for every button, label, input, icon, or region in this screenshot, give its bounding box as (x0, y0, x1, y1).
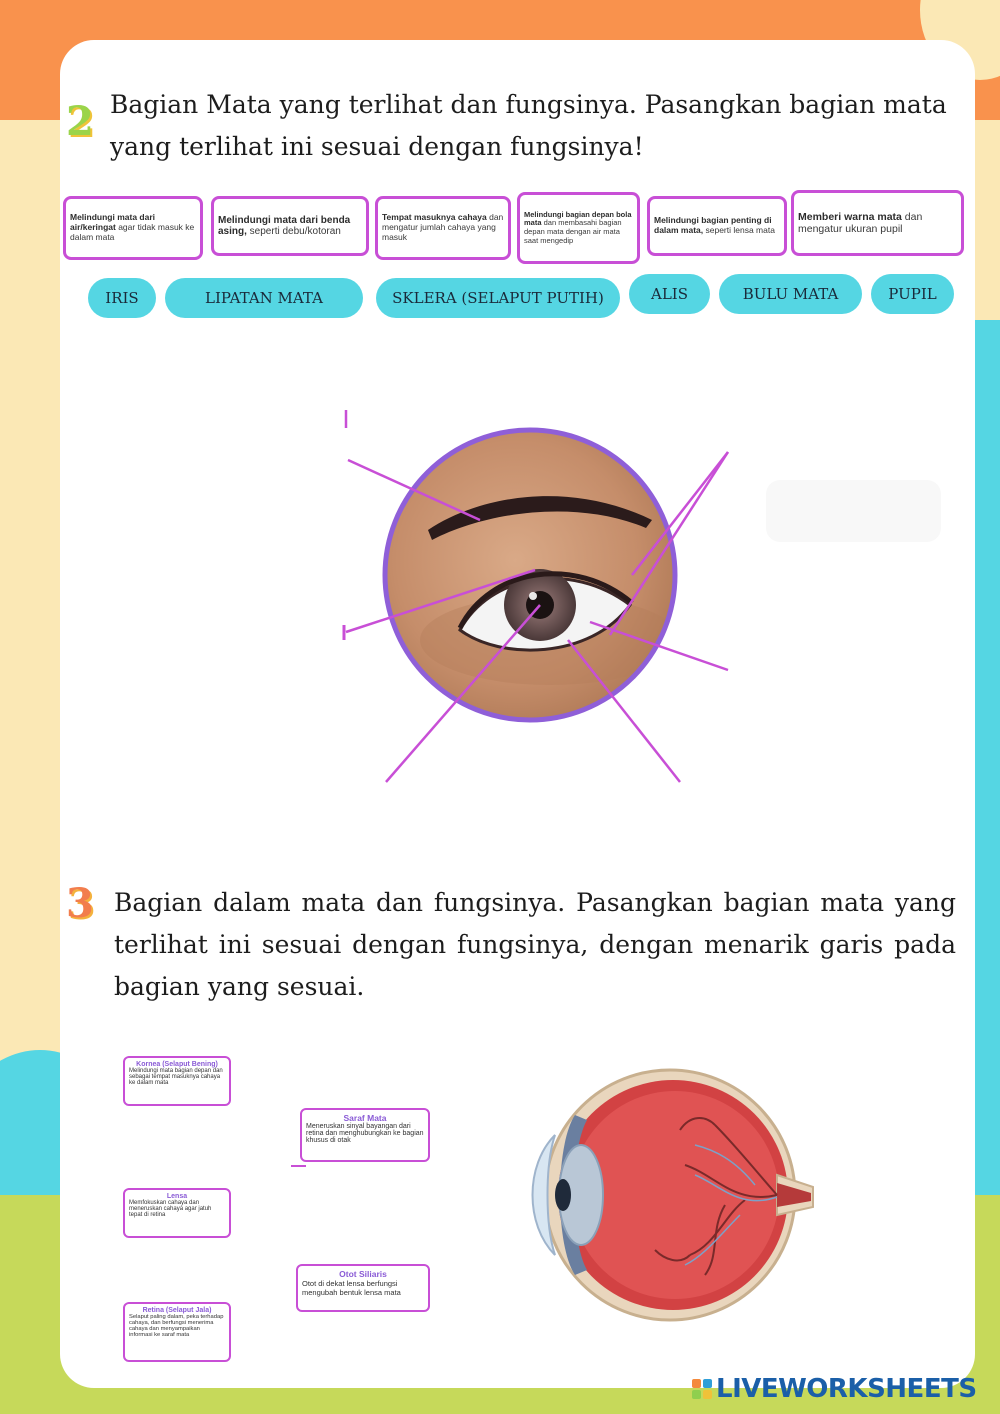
label-alis[interactable]: ALIS (629, 274, 710, 314)
part-body-kornea: Melindungi mata bagian depan dan sebagai tempat masuknya cahaya ke dalam mata (129, 1068, 223, 1086)
function-box-1[interactable] (63, 196, 203, 260)
eyeball-cross-section (515, 1055, 815, 1335)
function-box-3-bold: Tempat masuknya cahaya (382, 212, 487, 223)
label-bulu-mata[interactable]: BULU MATA (719, 274, 862, 314)
label-iris[interactable]: IRIS (88, 278, 156, 318)
function-box-2[interactable] (211, 196, 369, 256)
question-3-instruction: Bagian dalam mata dan fungsinya. Pasangkan bagian mata yang terlihat ini sesuai dengan fungsinya, dengan menarik garis pada bagian yang sesuai. (114, 888, 956, 1001)
part-box-lensa[interactable] (123, 1188, 231, 1238)
function-box-5-bold: Melindungi bagian penting di dalam mata, (654, 215, 772, 235)
part-body-lensa: Memfokuskan cahaya dan meneruskan cahaya agar jatuh tepat di retina (129, 1200, 212, 1218)
function-box-2-bold: Melindungi mata dari benda asing, (218, 214, 351, 237)
function-box-6[interactable] (791, 190, 964, 256)
part-box-saraf-mata[interactable] (300, 1108, 430, 1162)
question-number-3: 3 (66, 880, 94, 927)
function-box-4-bold: Melindungi bagian depan bola mata (524, 209, 632, 228)
function-box-2-text: seperti debu/kotoran (246, 226, 341, 237)
part-body-otot-siliaris: Otot di dekat lensa berfungsi mengubah bentuk lensa mata (302, 1279, 401, 1297)
function-box-3-text: dan mengatur jumlah cahaya yang masuk (382, 212, 504, 242)
eye-illustration (340, 400, 760, 800)
part-box-kornea[interactable] (123, 1056, 231, 1106)
blurred-area (766, 480, 941, 542)
question-2-instruction: Bagian Mata yang terlihat dan fungsinya. Pasangkan bagian mata yang terlihat ini sesuai dengan fungsinya! (110, 90, 947, 161)
part-box-retina[interactable] (123, 1302, 231, 1362)
part-body-saraf-mata: Meneruskan sinyal bayangan dari retina dan menghubungkan ke bagian khusus di otak (306, 1123, 424, 1144)
function-box-4-text: dan membasahi bagian depan mata dengan air mata saat mengedip (524, 218, 622, 245)
label-sklera[interactable]: SKLERA (SELAPUT PUTIH) (376, 278, 620, 318)
function-box-6-text: dan mengatur ukuran pupil (798, 210, 923, 235)
part-body-retina: Selaput paling dalam, peka terhadap cahaya, dan berfungsi menerima cahaya dan menyampaikan informasi ke saraf mata (129, 1314, 224, 1338)
function-box-5-text: seperti lensa mata (703, 225, 775, 235)
part-box-otot-siliaris[interactable] (296, 1264, 430, 1312)
function-box-6-bold: Memberi warna mata (798, 210, 902, 223)
function-box-1-text: agar tidak masuk ke dalam mata (70, 222, 195, 242)
function-box-5[interactable] (647, 196, 787, 256)
question-number-2: 2 (66, 98, 94, 145)
function-box-3[interactable] (375, 196, 511, 260)
part-title-saraf-mata: Saraf Mata (343, 1113, 387, 1123)
label-lipatan-mata[interactable]: LIPATAN MATA (165, 278, 363, 318)
logo-text: LIVEWORKSHEETS (716, 1374, 977, 1404)
part-title-retina: Retina (Selaput Jala) (142, 1307, 212, 1314)
logo-blocks-icon (692, 1379, 712, 1399)
function-box-1-bold: Melindungi mata dari air/keringat (70, 212, 156, 233)
stray-line (290, 1162, 310, 1170)
label-pupil[interactable]: PUPIL (871, 274, 954, 314)
part-title-kornea: Kornea (Selaput Bening) (136, 1061, 218, 1068)
part-title-otot-siliaris: Otot Siliaris (339, 1269, 387, 1279)
part-title-lensa: Lensa (166, 1193, 188, 1200)
liveworksheets-logo (692, 1374, 977, 1404)
function-box-4[interactable] (517, 192, 640, 264)
